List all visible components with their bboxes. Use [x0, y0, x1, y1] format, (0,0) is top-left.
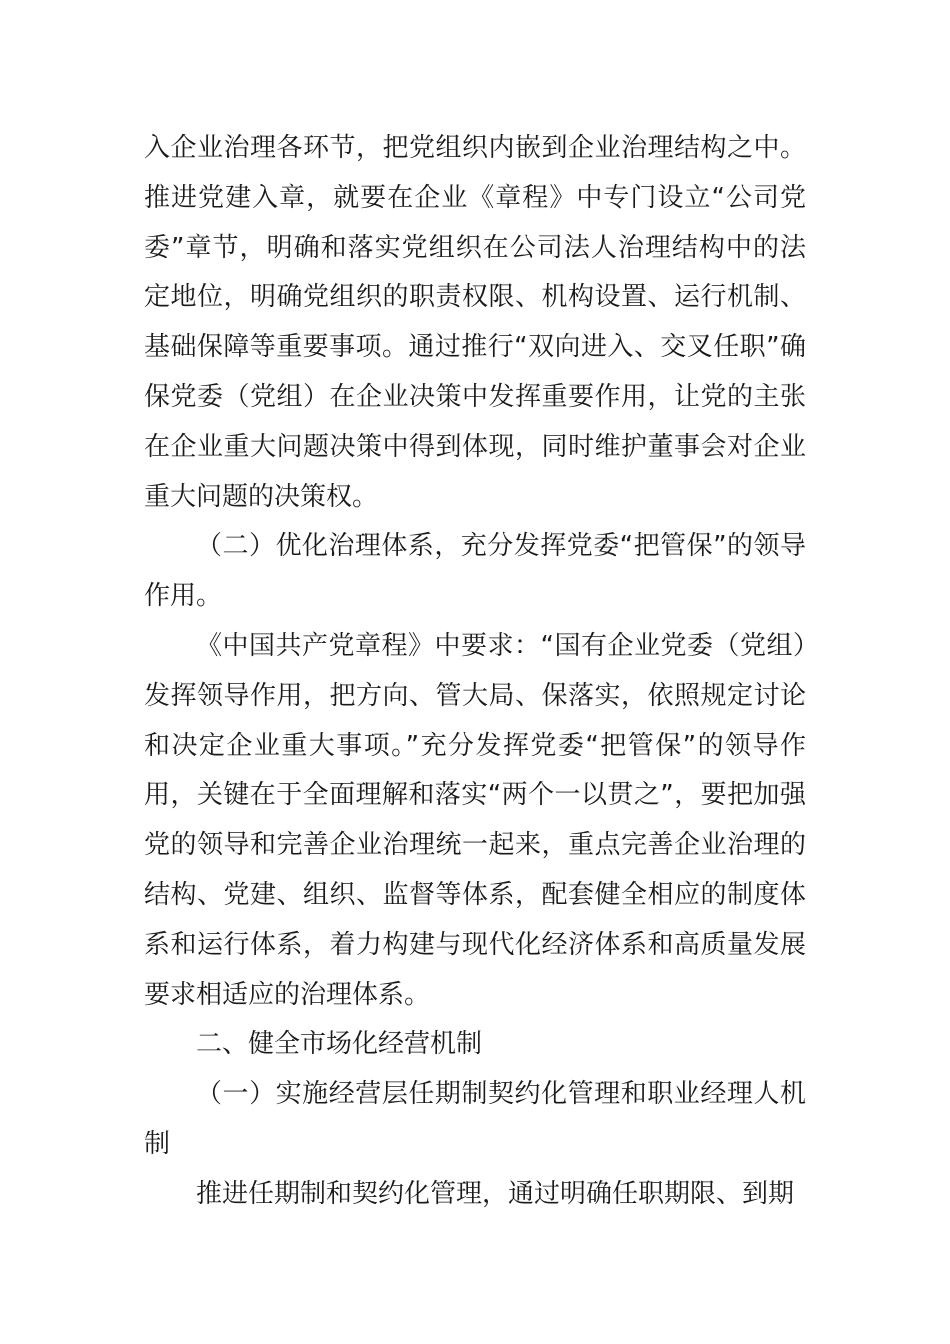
- subheading-tenure-contract-management: （一）实施经营层任期制契约化管理和职业经理人机制: [144, 1079, 806, 1159]
- paragraph-party-building-charter: 入企业治理各环节，把党组织内嵌到企业治理结构之中。推进党建入章，就要在企业《章程》中专门设立“公司党委”章节，明确和落实党组织在公司法人治理结构中的法定地位，明确党组织的职责权限、机构设置、运行机制、基础保障等重要事项。通过推行“双向进入、交叉任职”确保党委（党组）在企业决策中发挥重要作用，让党的主张在企业重大问题决策中得到体现，同时维护董事会对企业重大问题的决策权。: [144, 133, 806, 512]
- heading-market-mechanism: 二、健全市场化经营机制: [196, 1029, 483, 1060]
- paragraph-tenure-system: 推进任期制和契约化管理，通过明确任职期限、到期: [196, 1178, 795, 1209]
- subheading-optimize-governance: （二）优化治理体系，充分发挥党委“把管保”的领导作用。: [144, 531, 806, 612]
- document-body: [144, 124, 806, 1220]
- paragraph-party-constitution-requirement: 《中国共产党章程》中要求：“国有企业党委（党组）发挥领导作用，把方向、管大局、保落实，依照规定讨论和决定企业重大事项。”充分发挥党委“把管保”的领导作用，关键在于全面理解和落实“两个一以贯之”，要把加强党的领导和完善企业治理统一起来，重点完善企业治理的结构、党建、组织、监督等体系，配套健全相应的制度体系和运行体系，着力构建与现代化经济体系和高质量发展要求相适应的治理体系。: [144, 630, 806, 1010]
